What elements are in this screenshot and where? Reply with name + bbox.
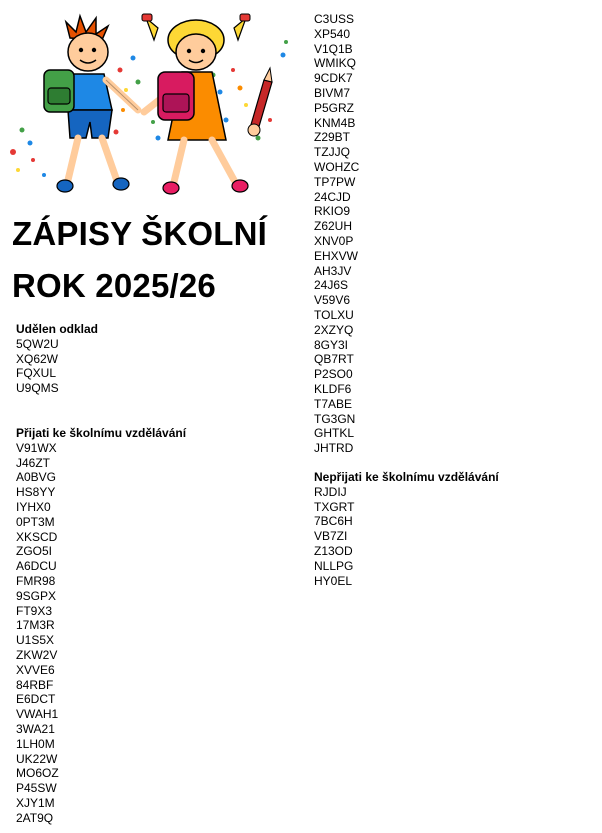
boy-figure (44, 16, 138, 192)
code-item: FT9X3 (16, 603, 53, 618)
code-item: 8GY3I (314, 337, 349, 352)
code-item: UK22W (16, 751, 58, 766)
rejected-section (314, 470, 499, 588)
code-item: MO6OZ (16, 766, 59, 781)
code-item: XVVE6 (16, 662, 55, 677)
rejected-heading: Nepřijati ke školnímu vzdělávání (314, 470, 499, 484)
code-item: VWAH1 (16, 707, 59, 722)
code-item: BIVM7 (314, 85, 351, 100)
code-item: XKSCD (16, 529, 58, 544)
code-item: 84RBF (16, 677, 54, 692)
code-item: U1S5X (16, 633, 55, 648)
code-item: ZKW2V (16, 647, 58, 662)
code-item: NLLPG (314, 558, 354, 573)
code-item: P45SW (16, 781, 57, 796)
admitted-section-continued (314, 12, 359, 456)
code-item: KLDF6 (314, 381, 352, 396)
admitted-heading: Přijati ke školnímu vzdělávání (16, 426, 187, 440)
deferred-section (16, 322, 98, 396)
code-item: 5QW2U (16, 336, 59, 351)
code-item: XJY1M (16, 795, 55, 810)
code-item: V91WX (16, 440, 57, 455)
code-item: TG3GN (314, 411, 356, 426)
code-item: 9CDK7 (314, 71, 353, 86)
code-item: AH3JV (314, 263, 352, 278)
page-title-line-2: ROK 2025/26 (12, 267, 216, 304)
code-item: ZGO5I (16, 544, 53, 559)
code-item: 1LH0M (16, 736, 55, 751)
code-item: KNM4B (314, 115, 356, 130)
code-item: A6DCU (16, 559, 57, 574)
code-item: FQXUL (16, 366, 57, 381)
code-item: 24CJD (314, 189, 351, 204)
code-item: VB7ZI (314, 529, 348, 544)
code-item: Z29BT (314, 130, 351, 145)
admitted-list-continued (314, 12, 359, 456)
code-item: 3WA21 (16, 721, 55, 736)
deferred-list (16, 337, 98, 396)
code-item: GHTKL (314, 426, 355, 441)
code-item: 24J6S (314, 278, 349, 293)
code-item: 17M3R (16, 618, 55, 633)
code-item: XNV0P (314, 233, 354, 248)
code-item: Z62UH (314, 219, 353, 234)
code-item: QB7RT (314, 352, 354, 367)
code-item: U9QMS (16, 381, 59, 396)
code-item: TP7PW (314, 174, 356, 189)
code-item: 7BC6H (314, 514, 353, 529)
code-item: WMIKQ (314, 56, 356, 71)
code-item: P2SO0 (314, 367, 353, 382)
code-item: A0BVG (16, 470, 57, 485)
code-item: 2AT9Q (16, 810, 54, 825)
code-item: 2XZYQ (314, 322, 354, 337)
deferred-heading: Udělen odklad (16, 322, 99, 336)
code-item: WOHZC (314, 159, 360, 174)
code-item: P5GRZ (314, 100, 355, 115)
code-item: TZJJQ (314, 145, 350, 160)
code-item: E6DCT (16, 692, 56, 707)
code-item: EHXVW (314, 248, 359, 263)
code-item: Z13OD (314, 543, 353, 558)
children-illustration (8, 10, 290, 205)
girl-figure (142, 14, 272, 194)
code-item: V1Q1B (314, 41, 353, 56)
pencil-icon (248, 68, 272, 136)
code-item: FMR98 (16, 573, 56, 588)
code-item: V59V6 (314, 293, 351, 308)
admitted-section (16, 426, 186, 826)
code-item: RKIO9 (314, 204, 351, 219)
code-item: 0PT3M (16, 514, 55, 529)
code-item: TXGRT (314, 499, 355, 514)
page-title-line-1: ZÁPISY ŠKOLNÍ (12, 215, 268, 252)
code-item: IYHX0 (16, 499, 51, 514)
code-item: C3USS (314, 12, 355, 26)
rejected-list (314, 485, 499, 589)
code-item: T7ABE (314, 396, 353, 411)
code-item: XQ62W (16, 351, 59, 366)
code-item: HS8YY (16, 485, 56, 500)
code-item: HY0EL (314, 573, 353, 588)
admitted-list (16, 441, 186, 826)
code-item: J46ZT (16, 455, 51, 470)
code-item: JHTRD (314, 441, 354, 456)
code-item: TOLXU (314, 307, 354, 322)
code-item: 9SGPX (16, 588, 57, 603)
code-item: RJDIJ (314, 484, 347, 499)
code-item: XP540 (314, 26, 351, 41)
